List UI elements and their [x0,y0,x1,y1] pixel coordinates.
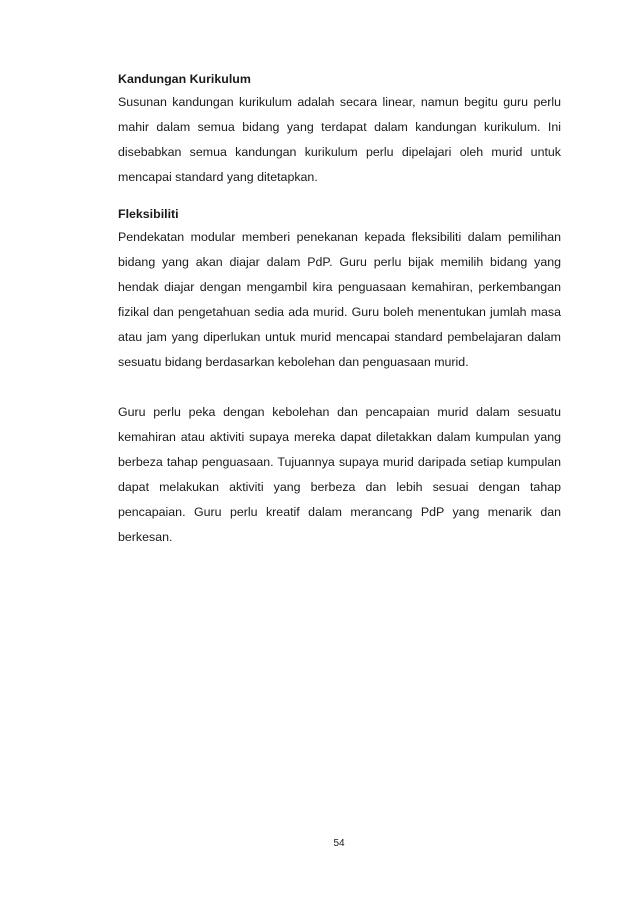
spacer [118,375,561,400]
page-number: 54 [333,838,345,849]
section-heading-kandungan-kurikulum: Kandungan Kurikulum [118,72,251,86]
section-heading-fleksibiliti: Fleksibiliti [118,207,179,221]
paragraph-kandungan-kurikulum: Susunan kandungan kurikulum adalah secara linear, namun begitu guru perlu mahir dalam semua bidang yang terdapat dalam kandungan kurikulum. Ini disebabkan semua kandungan kurikulum perlu dipelajari oleh murid untuk mencapai standard yang ditetapkan. [118,95,561,184]
paragraph-fleksibiliti-1: Pendekatan modular memberi penekanan kepada fleksibiliti dalam pemilihan bidang yang akan diajar dalam PdP. Guru perlu bijak memilih bidang yang hendak diajar dengan mengambil kira penguasaan kemahiran, perkembangan fizikal dan pengetahuan sedia ada murid. Guru boleh menentukan jumlah masa atau jam yang diperlukan untuk murid mencapai standard pembelajaran dalam sesuatu bidang berdasarkan kebolehan dan penguasaan murid. [118,230,561,369]
paragraph-fleksibiliti-2: Guru perlu peka dengan kebolehan dan pencapaian murid dalam sesuatu kemahiran atau aktiviti supaya mereka dapat diletakkan dalam kumpulan yang berbeza tahap penguasaan. Tujuannya supaya murid daripada setiap kumpulan dapat melakukan aktiviti yang berbeza dan lebih sesuai dengan tahap pencapaian. Guru perlu kreatif dalam merancang PdP yang menarik dan berkesan. [118,405,561,544]
spacer [118,190,561,203]
page-content [118,68,561,550]
